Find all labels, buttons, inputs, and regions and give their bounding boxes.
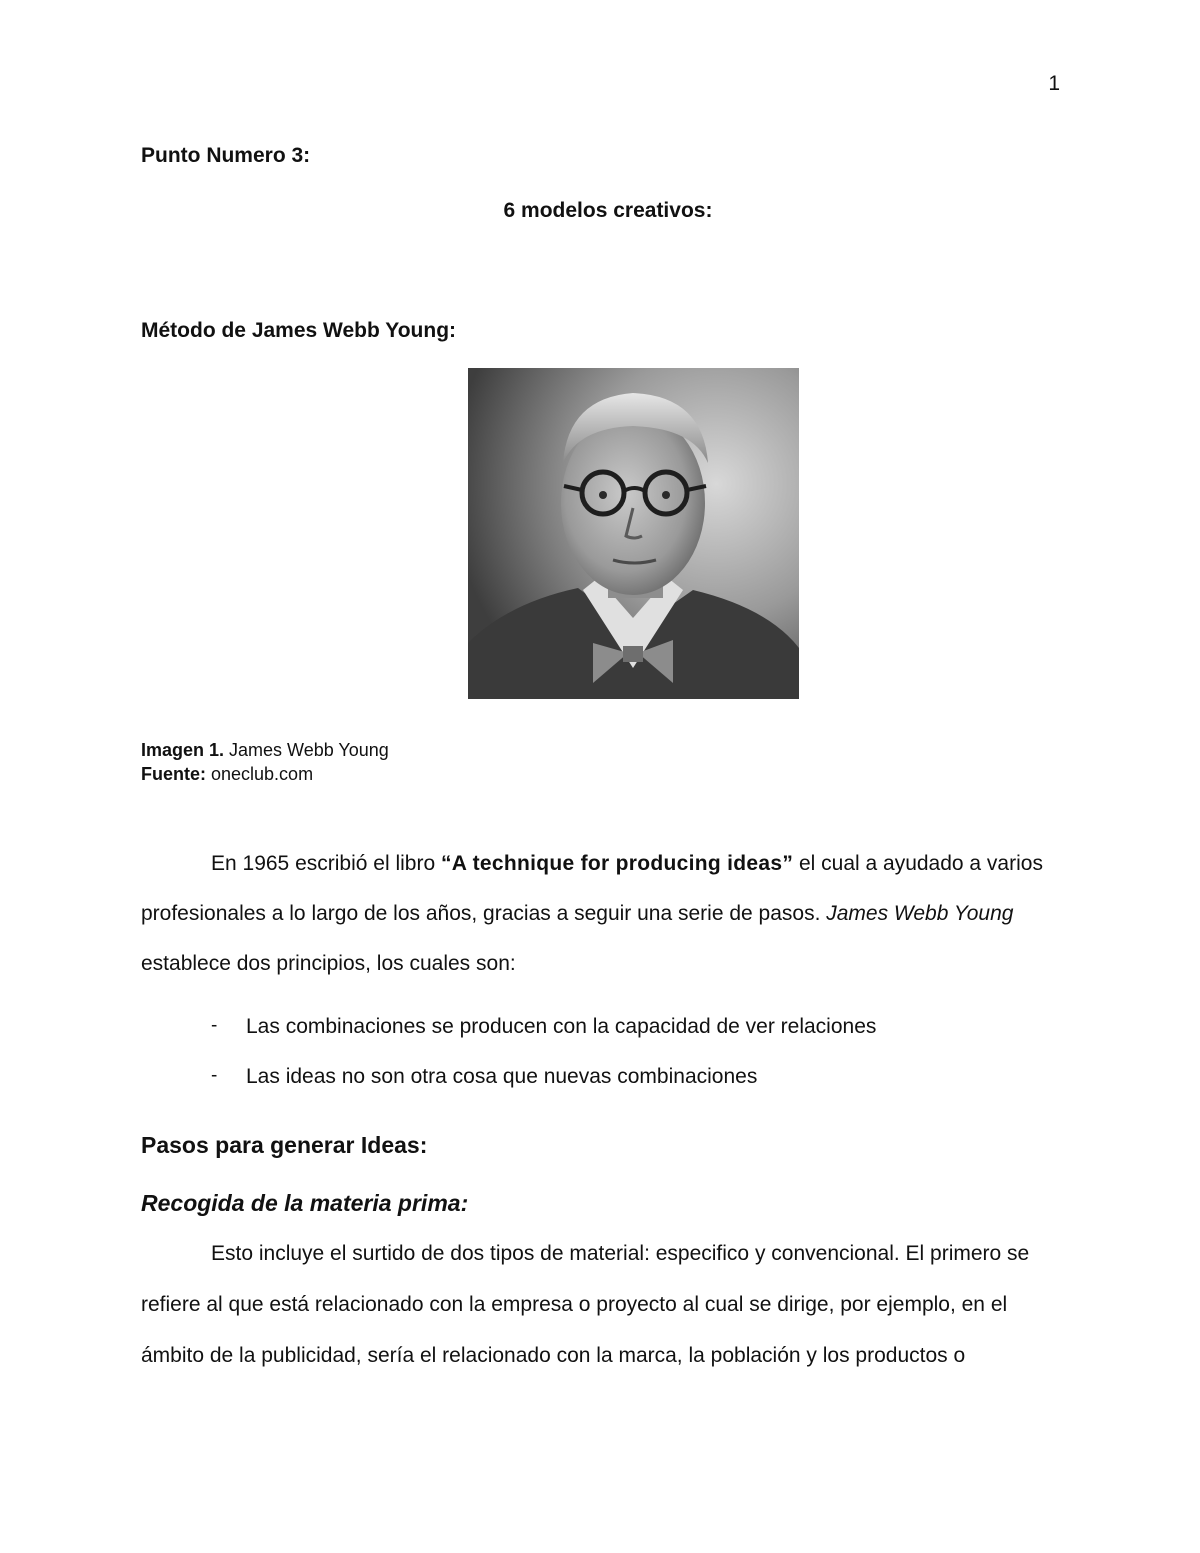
bullet-dash: - bbox=[211, 1065, 218, 1086]
figure-caption bbox=[141, 740, 389, 761]
subheading: Recogida de la materia prima: bbox=[141, 1190, 469, 1216]
paragraph1-line1 bbox=[211, 852, 1043, 876]
p1-text-a: En 1965 escribió el libro bbox=[211, 852, 441, 875]
paragraph2-line2: refiere al que está relacionado con la empresa o proyecto al cual se dirige, por ejemplo, en el bbox=[141, 1293, 1008, 1316]
source-label: Fuente: bbox=[141, 764, 206, 784]
centered-title: 6 modelos creativos: bbox=[503, 199, 713, 222]
paragraph2-line3: ámbito de la publicidad, sería el relacionado con la marca, la población y los productos o bbox=[141, 1344, 966, 1367]
bullet-dash: - bbox=[211, 1015, 218, 1036]
bullet-item: Las ideas no son otra cosa que nuevas combinaciones bbox=[246, 1065, 758, 1088]
section-heading: Punto Numero 3: bbox=[141, 144, 311, 167]
paragraph2-line1: Esto incluye el surtido de dos tipos de material: especifico y convencional. El primero se bbox=[211, 1242, 1030, 1265]
figure-source bbox=[141, 764, 313, 785]
p1-text-b: el cual a ayudado a varios bbox=[793, 852, 1043, 875]
method-heading: Método de James Webb Young: bbox=[141, 319, 457, 342]
caption-text: James Webb Young bbox=[224, 740, 389, 760]
author-name: James Webb Young bbox=[826, 902, 1014, 925]
paragraph1-line2 bbox=[141, 902, 1013, 926]
steps-heading: Pasos para generar Ideas: bbox=[141, 1132, 428, 1158]
p1-text-c: profesionales a lo largo de los años, gracias a seguir una serie de pasos. bbox=[141, 902, 827, 925]
book-title: “A technique for producing ideas” bbox=[440, 852, 794, 875]
source-text: oneclub.com bbox=[206, 764, 314, 784]
page-number: 1 bbox=[1048, 72, 1060, 95]
portrait-photo bbox=[468, 368, 799, 699]
bullet-item: Las combinaciones se producen con la capacidad de ver relaciones bbox=[246, 1015, 877, 1038]
paragraph1-line3: establece dos principios, los cuales son: bbox=[141, 952, 516, 975]
caption-label: Imagen 1. bbox=[141, 740, 225, 760]
